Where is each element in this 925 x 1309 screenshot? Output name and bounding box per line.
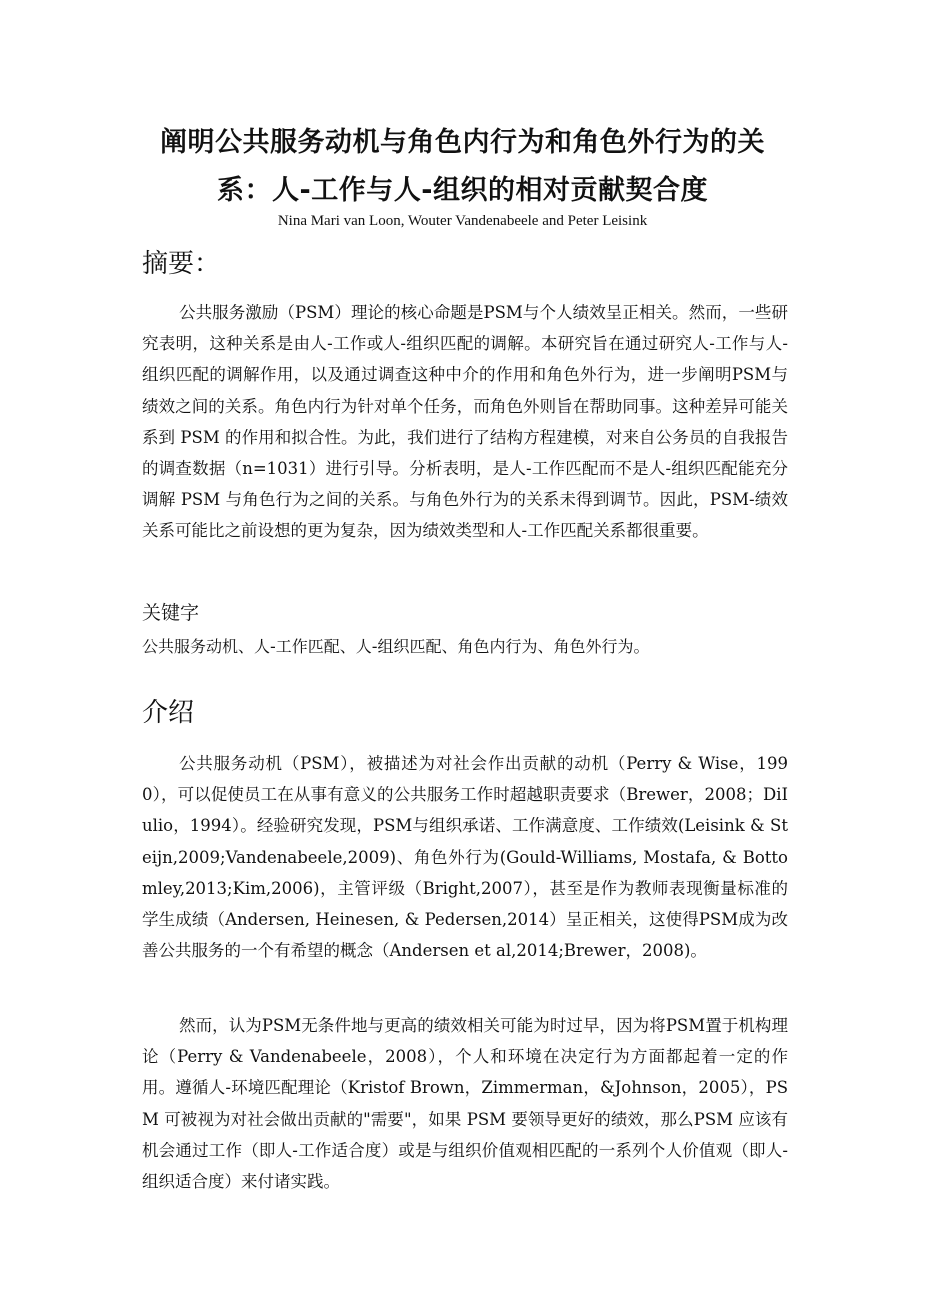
keywords-heading: 关键字 — [142, 602, 200, 624]
abstract-text: 公共服务激励（PSM）理论的核心命题是PSM与个人绩效呈正相关。然而，一些研究表明，这种关系是由人-工作或人-组织匹配的调解。本研究旨在通过研究人-工作与人-组织匹配的调解作用，以及通过调查这种中介的作用和角色外行为，进一步阐明PSM与绩效之间的关系。角色内行为针对单个任务，而角色外则旨在帮助同事。这种差异可能关系到 PSM 的作用和拟合性。为此，我们进行了结构方程建模，对来自公务员的自我报告的调查数据（n=1031）进行引导。分析表明，是人-工作匹配而不是人-组织匹配能充分调解 PSM 与角色行为之间的关系。与角色外行为的关系未得到调节。因此，PSM-绩效关系可能比之前设想的更为复杂，因为绩效类型和人-工作匹配关系都很重要。 — [142, 303, 788, 541]
introduction-paragraph-2: 然而，认为PSM无条件地与更高的绩效相关可能为时过早，因为将PSM置于机构理论（Perry & Vandenabeele，2008），个人和环境在决定行为方面都起着一定的作用。遵循人-环境匹配理论（Kristof Brown，Zimmerman，&Johnson，2005），PSM 可被视为对社会做出贡献的"需要"，如果 PSM 要领导更好的绩效，那么PSM 应该有机会通过工作（即人-工作适合度）或是与组织价值观相匹配的一系列个人价值观（即人-组织适合度）来付诸实践。 — [142, 1016, 788, 1192]
abstract-heading: 摘要： — [142, 249, 221, 279]
keywords-text: 公共服务动机、人-工作匹配、人-组织匹配、角色内行为、角色外行为。 — [142, 637, 650, 656]
introduction-paragraph-1: 公共服务动机（PSM），被描述为对社会作出贡献的动机（Perry & Wise，1990），可以促使员工在从事有意义的公共服务工作时超越职责要求（Brewer，2008；DiIulio，1994）。经验研究发现，PSM与组织承诺、工作满意度、工作绩效(Leisink & Steijn,2009;Vandenabeele,2009)、角色外行为(Gould-Williams, Mostafa, & Bottomley,2013;Kim,2006)，主管评级（Bright,2007），甚至是作为教师表现衡量标准的学生成绩（Andersen, Heinesen, & Pedersen,2014）呈正相关，这使得PSM成为改善公共服务的一个有希望的概念（Andersen et al,2014;Brewer，2008)。 — [142, 754, 788, 961]
author-list: Nina Mari van Loon, Wouter Vandenabeele and Peter Leisink — [277, 213, 648, 229]
paper-title-line2: 系：人-工作与人-组织的相对贡献契合度 — [217, 175, 708, 206]
paper-title-line1: 阐明公共服务动机与角色内行为和角色外行为的关 — [160, 127, 765, 158]
introduction-heading: 介绍 — [142, 698, 195, 728]
